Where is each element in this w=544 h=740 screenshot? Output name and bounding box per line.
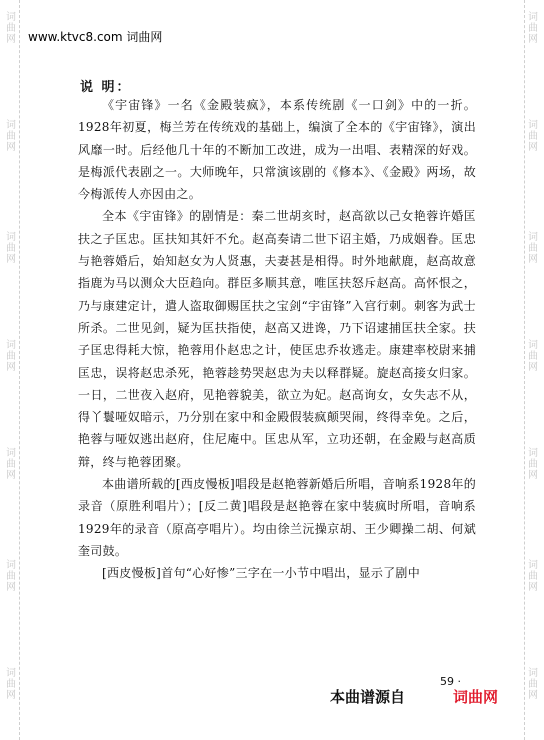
watermark-text: 词 曲 网 [528,448,538,481]
watermark-text: 词 曲 网 [528,668,538,701]
paragraph-analysis: [西皮慢板]首句“心好惨”三字在一小节中唱出，显示了剧中 [102,566,421,581]
paragraph-intro: 《宇宙锋》一名《金殿装疯》，本系传统剧《一口剑》中的一折。1928年初夏，梅兰芳在传统戏的基础上，编演了全本的《宇宙锋》，演出风靡一时。后经他几十年的不断加工改进，成为一出唱、表精深的好戏。是梅派代表剧之一。大师晚年，只常演该剧的《修本》、《金殿》两场，故今梅派传人亦因由之。 [78,98,476,202]
paragraph-plot: 全本《宇宙锋》的剧情是：秦二世胡亥时，赵高欲以己女艳蓉许婚匡扶之子匡忠。匡扶知其奸不允。赵高奏请二世下诏主婚，乃成姻眷。匡忠与艳蓉婚后，始知赵女为人贤惠，夫妻甚是相得。时外地献鹿，赵高故意指鹿为马以测众大臣趋向。群臣多顺其意，唯匡扶怒斥赵高。高怀恨之，乃与康建定计，遣人盗取御赐匡扶之宝剑“宇宙锋”入宫行刺。刺客为武士所杀。二世见剑，疑为匡扶指使，赵高又进谗，乃下诏逮捕匡扶全家。扶子匡忠得耗大惊，艳蓉用仆赵忠之计，使匡忠乔妆逃走。康建率校尉来捕匡忠，误将赵忠杀死，艳蓉趁势哭赵忠为夫以释群疑。旋赵高接女归家。一日，二世夜入赵府，见艳蓉貌美，欲立为妃。赵高询女，女失志不从，得丫鬟哑奴暗示，乃分别在家中和金殿假装疯颠哭闹，终得幸免。之后，艳蓉与哑奴逃出赵府，住尼庵中。匡忠从军，立功还朝，在金殿与赵高质辩，终与艳蓉团聚。 [78,209,476,469]
section-heading: 说 明： [80,80,132,95]
watermark-text: 词 曲 网 [528,232,538,265]
brand-logo-text[interactable]: 词曲网 [453,688,499,706]
site-url[interactable]: www.ktvc8.com 词曲网 [28,30,163,44]
watermark-text: 词 曲 网 [528,340,538,373]
watermark-text: 词 曲 网 [6,12,16,45]
watermark-text: 词 曲 网 [528,560,538,593]
watermark-text: 词 曲 网 [6,120,16,153]
paragraph-recordings: 本曲谱所载的[西皮慢板]唱段是赵艳蓉新婚后所唱，音响系1928年的录音（原胜利唱片）；[反二黄]唱段是赵艳蓉在家中装疯时所唱，音响系1929年的录音（原高亭唱片）。均由徐兰沅操京胡、王少卿操二胡、何斌奎司鼓。 [78,477,476,558]
watermark-text: 词 曲 网 [6,232,16,265]
description-body [78,94,476,585]
page-number: 59 · [440,675,461,688]
source-note: 本曲谱源自 [330,688,406,706]
watermark-text: 词 曲 网 [6,448,16,481]
watermark-text: 词 曲 网 [6,668,16,701]
watermark-text: 词 曲 网 [6,560,16,593]
watermark-text: 词 曲 网 [528,12,538,45]
watermark-text: 词 曲 网 [528,120,538,153]
watermark-text: 词 曲 网 [6,340,16,373]
